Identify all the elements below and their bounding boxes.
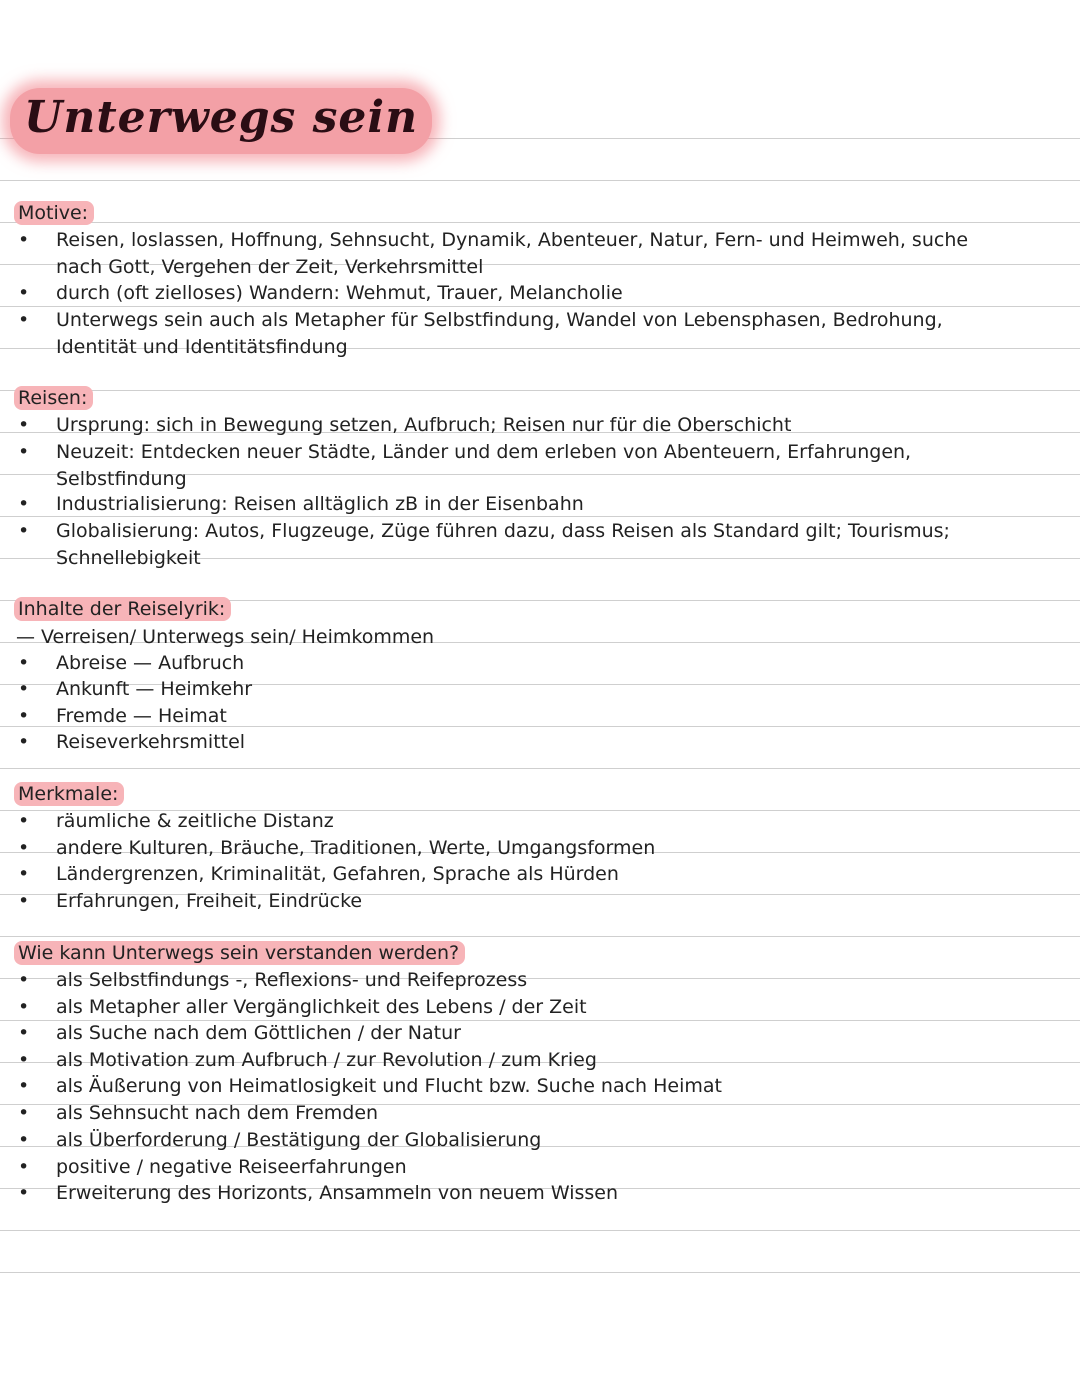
list-item: • Industrialisierung: Reisen alltäglich zB in der Eisenbahn — [18, 491, 1018, 518]
list-item: • Reisen, loslassen, Hoffnung, Sehnsucht, Dynamik, Abenteuer, Natur, Fern- und Heimweh, suche nach Gott, Vergehen der Zeit, Verkehrsmittel — [18, 229, 969, 278]
list-item: • als Metapher aller Vergänglichkeit des Lebens / der Zeit — [18, 994, 1018, 1021]
bullet-icon: • — [18, 1156, 30, 1178]
bullet-icon: • — [18, 520, 30, 542]
section-heading-reisen: Reisen: — [14, 386, 93, 410]
bullet-icon: • — [18, 1102, 30, 1124]
list-item: • Erweiterung des Horizonts, Ansammeln von neuem Wissen — [18, 1180, 1018, 1207]
list-item: • Fremde — Heimat — [18, 703, 1018, 730]
bullet-icon: • — [18, 1075, 30, 1097]
list-item: • Reiseverkehrsmittel — [18, 729, 1018, 756]
list-item: • positive / negative Reiseerfahrungen — [18, 1154, 1018, 1181]
bullet-icon: • — [18, 1182, 30, 1204]
list-item: • Ländergrenzen, Kriminalität, Gefahren, Sprache als Hürden — [18, 861, 1018, 888]
section-heading-merkmale: Merkmale: — [14, 782, 124, 806]
bullet-icon: • — [18, 837, 30, 859]
ruled-line — [0, 390, 1080, 391]
bullet-icon: • — [18, 810, 30, 832]
list-item: • als Äußerung von Heimatlosigkeit und Flucht bzw. Suche nach Heimat — [18, 1073, 1018, 1100]
bullet-icon: • — [18, 731, 30, 753]
list-item: • Unterwegs sein auch als Metapher für Selbstfindung, Wandel von Lebensphasen, Bedrohung, Identität und Identitätsfindung — [18, 309, 943, 358]
section-heading-inhalte: Inhalte der Reiselyrik: — [14, 597, 231, 621]
bullet-icon: • — [18, 969, 30, 991]
ruled-line — [0, 768, 1080, 769]
list-item: • räumliche & zeitliche Distanz — [18, 808, 1018, 835]
bullet-icon: • — [18, 1129, 30, 1151]
ruled-line — [0, 1272, 1080, 1273]
bullet-icon: • — [18, 414, 30, 436]
bullet-icon: • — [18, 229, 30, 251]
list-item: • Globalisierung: Autos, Flugzeuge, Züge führen dazu, dass Reisen als Standard gilt; Tourismus; Schnellebigkeit — [18, 520, 950, 569]
section-heading-verstanden: Wie kann Unterwegs sein verstanden werden? — [14, 941, 465, 965]
list-item: • als Suche nach dem Göttlichen / der Natur — [18, 1020, 1018, 1047]
bullet-icon: • — [18, 678, 30, 700]
bullet-icon: • — [18, 493, 30, 515]
list-item: • als Überforderung / Bestätigung der Globalisierung — [18, 1127, 1018, 1154]
bullet-icon: • — [18, 441, 30, 463]
list-item: • als Selbstfindungs -, Reflexions- und Reifeprozess — [18, 967, 1018, 994]
bullet-icon: • — [18, 652, 30, 674]
bullet-icon: • — [18, 282, 30, 304]
section-heading-motive: Motive: — [14, 201, 94, 225]
list-item: • Erfahrungen, Freiheit, Eindrücke — [18, 888, 1018, 915]
bullet-icon: • — [18, 890, 30, 912]
list-item: • andere Kulturen, Bräuche, Traditionen, Werte, Umgangsformen — [18, 835, 1018, 862]
list-item: • Ursprung: sich in Bewegung setzen, Aufbruch; Reisen nur für die Oberschicht — [18, 412, 1018, 439]
list-item: • Ankunft — Heimkehr — [18, 676, 1018, 703]
section-intro: — Verreisen/ Unterwegs sein/ Heimkommen — [16, 626, 435, 648]
list-item: • Abreise — Aufbruch — [18, 650, 1018, 677]
list-item: • Neuzeit: Entdecken neuer Städte, Länder und dem erleben von Abenteuern, Erfahrungen, Selbstfindung — [18, 441, 912, 490]
ruled-line — [0, 222, 1080, 223]
bullet-icon: • — [18, 705, 30, 727]
bullet-icon: • — [18, 1022, 30, 1044]
ruled-line — [0, 1230, 1080, 1231]
list-item: • als Sehnsucht nach dem Fremden — [18, 1100, 1018, 1127]
ruled-line — [0, 180, 1080, 181]
list-item: • durch (oft zielloses) Wandern: Wehmut, Trauer, Melancholie — [18, 280, 1018, 307]
bullet-icon: • — [18, 309, 30, 331]
page-title-wrap — [10, 88, 432, 168]
list-item: • als Motivation zum Aufbruch / zur Revolution / zum Krieg — [18, 1047, 1018, 1074]
bullet-icon: • — [18, 863, 30, 885]
bullet-icon: • — [18, 1049, 30, 1071]
bullet-icon: • — [18, 996, 30, 1018]
ruled-line — [0, 936, 1080, 937]
page-title: Unterwegs sein — [10, 88, 432, 154]
